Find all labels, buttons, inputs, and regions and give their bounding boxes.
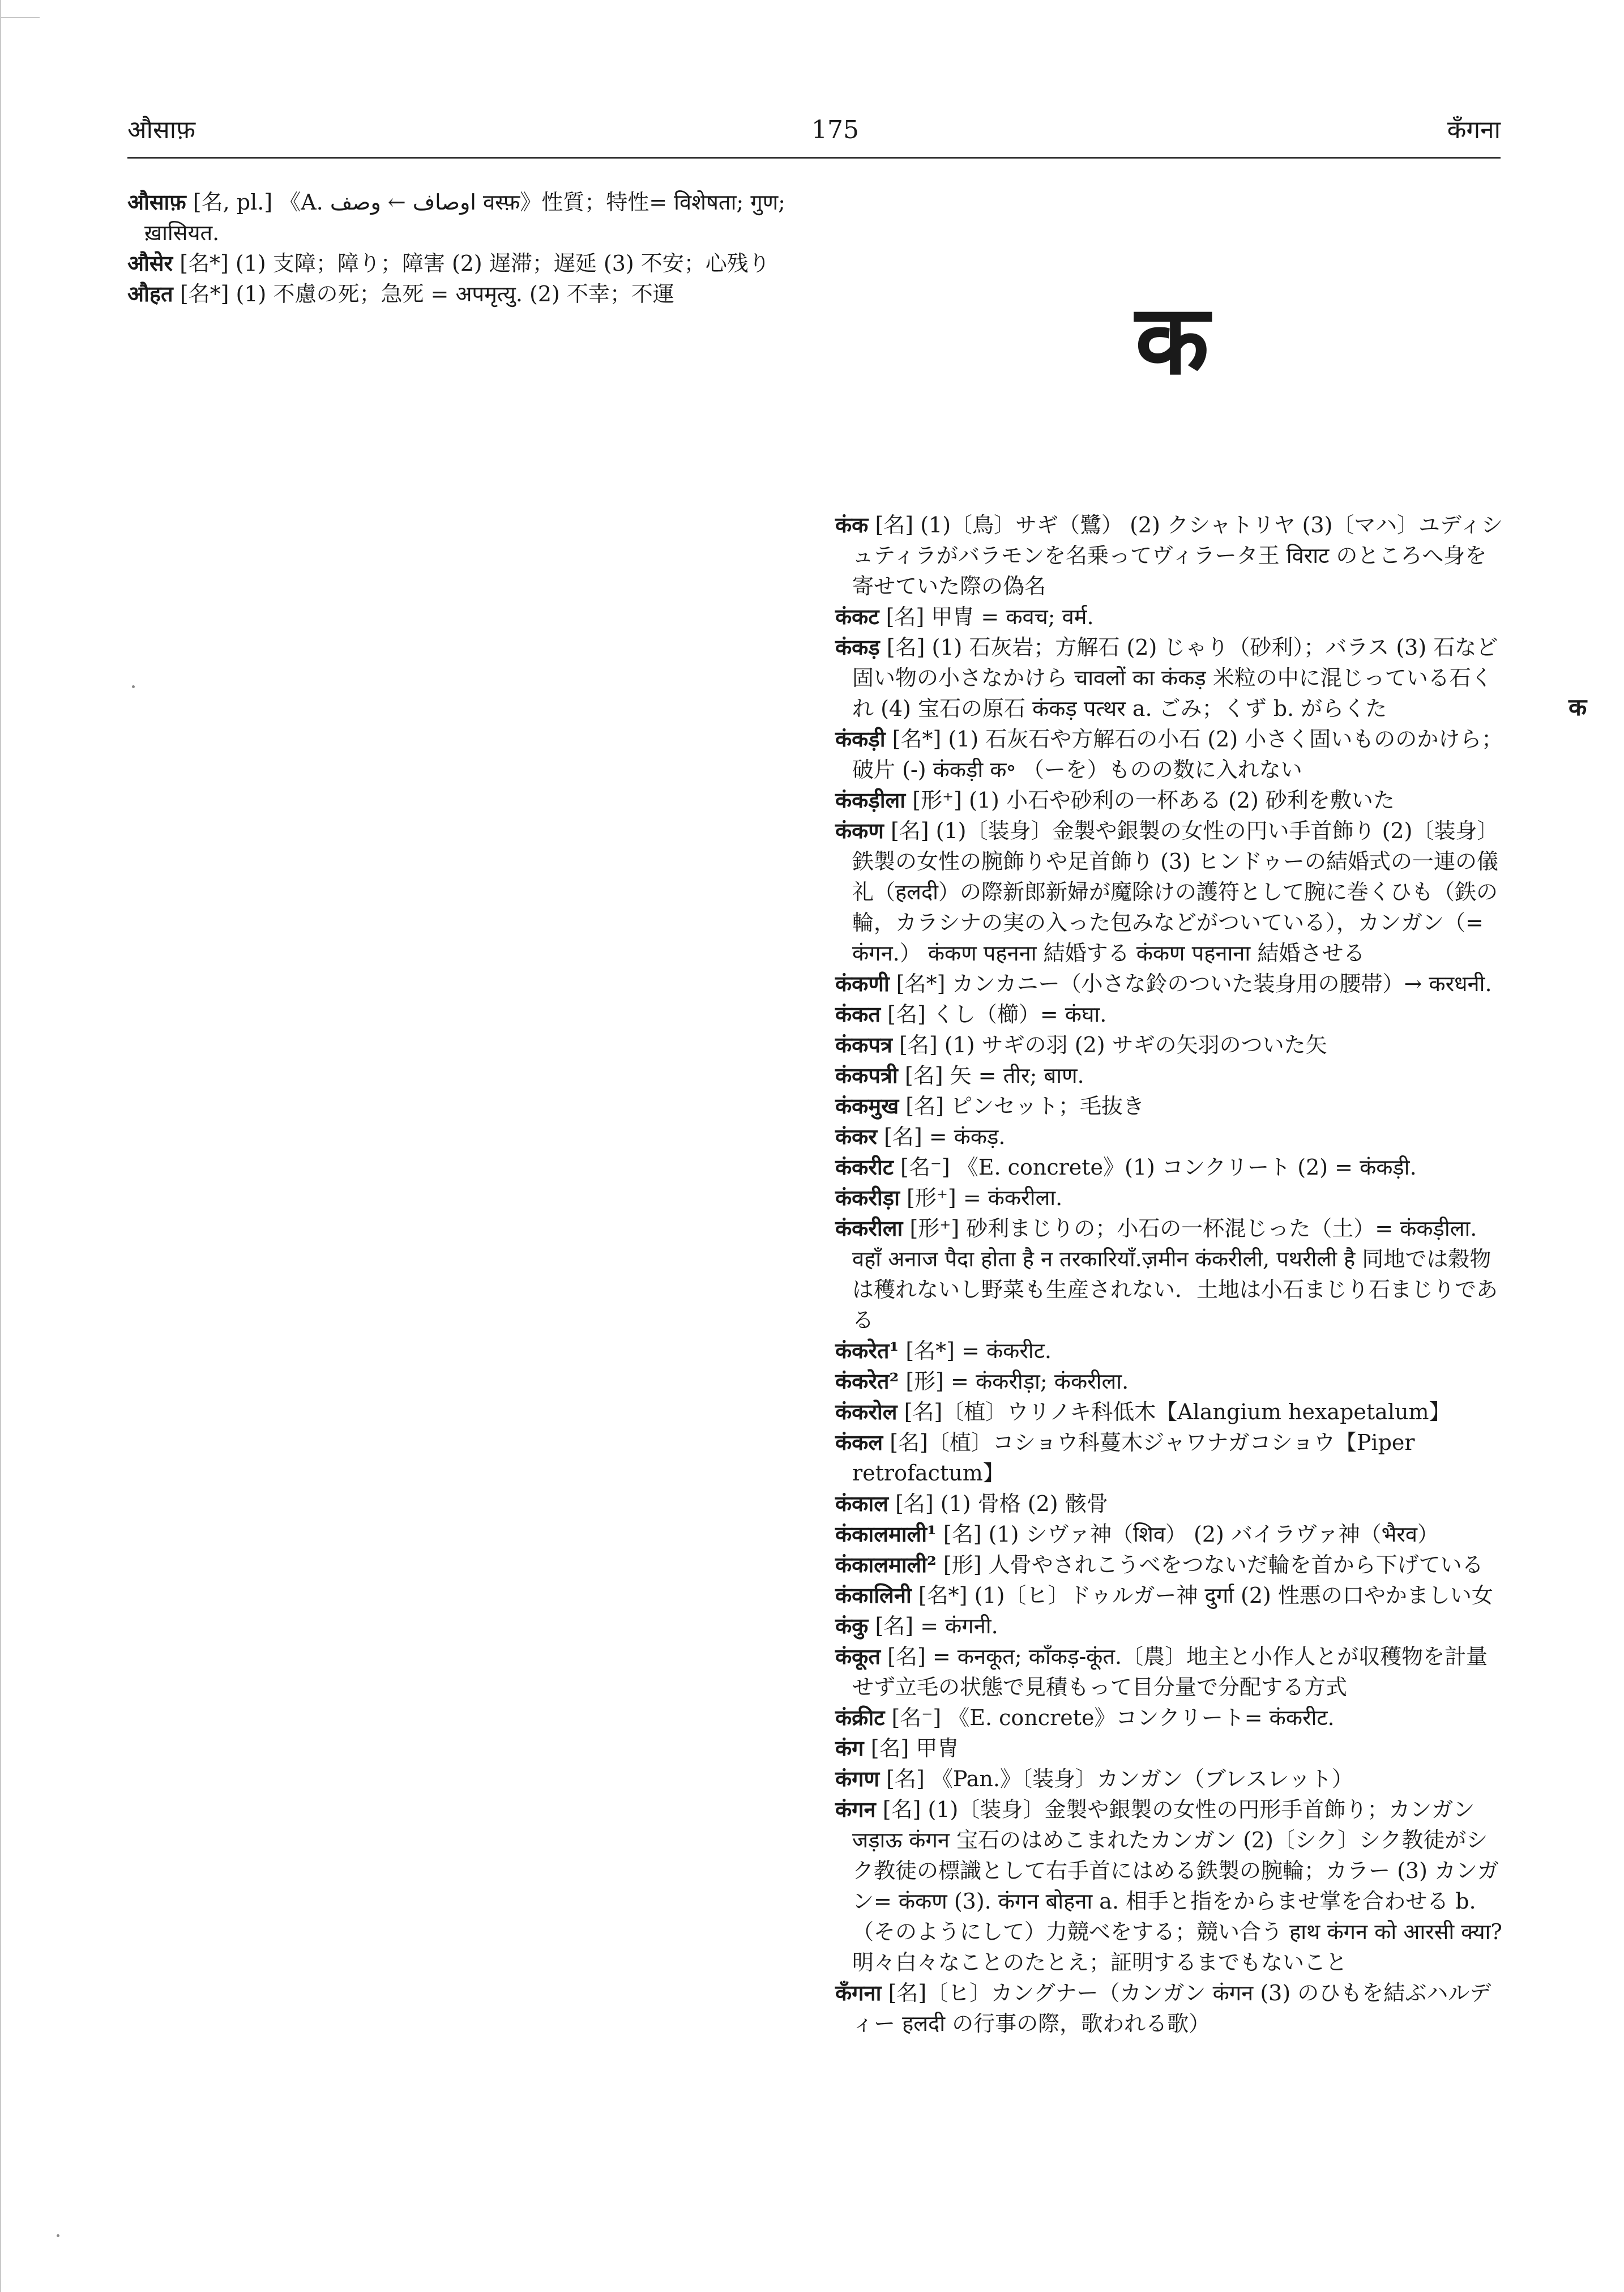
dictionary-entry — [835, 968, 1503, 999]
dictionary-entry — [835, 1794, 1503, 1978]
entry-headword: कंकरीला — [835, 1215, 903, 1241]
entry-definition: [名] (1)〔装身〕金製や銀製の女性の円い手首飾り (2)〔装身〕鉄製の女性の腕飾りや足首飾り (3) ヒンドゥーの結婚式の一連の儀礼（हलदी）の際新郎新婦が魔除けの護符として腕に巻くひも（鉄の輪，カラシナの実の入った包みなどがついている），カンガン（= कंगन.） कंकण पहनना 結婚する कंकण पहनाना 結婚させる — [852, 818, 1499, 966]
scan-edge-mark — [0, 17, 40, 18]
entry-definition: [名] 甲冑 — [870, 1736, 959, 1761]
entry-definition: [名*] (1)〔ヒ〕ドゥルガー神 दुर्गा (2) 性悪の口やかましい女 — [918, 1583, 1493, 1608]
dictionary-entry — [835, 1427, 1503, 1488]
entry-definition: [名⁻] 《E. concrete》(1) コンクリート (2) = कंकड़ी. — [900, 1155, 1417, 1180]
running-head-right: कँगना — [1447, 116, 1501, 144]
dictionary-entry — [127, 187, 790, 248]
entry-definition: [名]〔ヒ〕カングナー（カンガン कंगन (3) のひもを結ぶハルディー हलदी の行事の際，歌われる歌） — [852, 1981, 1491, 2036]
entry-headword: कंक्रीट — [835, 1705, 885, 1730]
page-number: 175 — [811, 116, 859, 144]
dictionary-entry — [835, 1764, 1503, 1794]
entry-headword: कंकड़ी — [835, 726, 886, 752]
entry-definition: [名] (1) シヴァ神（शिव） (2) バイラヴァ神（भैरव） — [943, 1522, 1439, 1547]
entry-headword: कंकु — [835, 1613, 869, 1638]
entry-definition: [名] (1)〔装身〕金製や銀製の女性の円形手首飾り；カンガン जड़ाऊ कंगन 宝石のはめこまれたカンガン (2)〔シク〕シク教徒がシク教徒の標識として右手首にはめる鉄製の腕輪；カラー (3) カンガン= कंकण (3). कंगन बोहना a. 相手と指をからませ掌を合わせる b.（そのようにして）力競べをする；競い合う हाथ कंगन को आरसी क्या? 明々白々なことのたとえ；証明するまでもないこと — [852, 1797, 1502, 1975]
entry-definition: [形] = कंकरीड़ा; कंकरीला. — [905, 1369, 1129, 1394]
entry-definition: [名*] (1) 支障；障り；障害 (2) 遅滞；遅延 (3) 不安；心残り — [180, 251, 770, 276]
entry-headword: कंकत — [835, 1001, 881, 1027]
entry-definition: [形⁺] 砂利まじりの；小石の一杯混じった（土）= कंकड़ीला. वहाँ अनाज पैदा होता है न तरकारियाँ.ज़मीन कंकरीली, पथरीली है 同地では穀物は穫れないし野菜も生産されない．土地は小石まじり石まじりである — [852, 1216, 1498, 1333]
dictionary-entry — [835, 1335, 1503, 1366]
entry-definition: [名] 矢 = तीर; बाण. — [904, 1063, 1084, 1088]
entry-definition: [名] (1)〔鳥〕サギ（鷺） (2) クシャトリヤ (3)〔マハ〕ユディシュティラがバラモンを名乗ってヴィラータ王 विराट のところへ身を寄せていた際の偽名 — [852, 513, 1503, 599]
entry-headword: कंकण — [835, 818, 884, 843]
dictionary-entry — [127, 279, 790, 309]
entry-headword: कंकमुख — [835, 1093, 899, 1119]
dictionary-entry — [835, 1611, 1503, 1641]
entry-headword: कंकालमाली² — [835, 1552, 937, 1577]
entry-headword: कंकाल — [835, 1491, 888, 1516]
entry-headword: कंगन — [835, 1796, 876, 1822]
entry-definition: [名] (1) 石灰岩；方解石 (2) じゃり（砂利）；バラス (3) 石など固い物の小さなかけら चावलों का कंकड़ 米粒の中に混じっている石くれ (4) 宝石の原石 कंकड़ पत्थर a. ごみ；くず b. がらくた — [852, 635, 1498, 721]
scan-speck — [57, 2234, 59, 2237]
entry-headword: कंकल — [835, 1429, 883, 1455]
entry-headword: कंकरोल — [835, 1399, 898, 1424]
dictionary-entry — [835, 816, 1503, 968]
entry-definition: [名]〔植〕コショウ科蔓木ジャワナガコショウ【Piper retrofactum】 — [852, 1430, 1415, 1486]
dictionary-entry — [835, 785, 1503, 816]
entry-headword: कंकरेत¹ — [835, 1338, 899, 1363]
scan-edge-line — [0, 0, 1, 2292]
entry-headword: कंकणी — [835, 971, 890, 996]
dictionary-entry — [835, 1733, 1503, 1764]
dictionary-entry — [835, 1366, 1503, 1397]
entry-headword: कंकपत्री — [835, 1062, 898, 1088]
entry-definition: [名] 《Pan.》〔装身〕カンガン（ブレスレット） — [886, 1766, 1353, 1791]
entry-definition: [名] = कंकड़. — [884, 1124, 1006, 1149]
dictionary-entry — [835, 1397, 1503, 1427]
entry-headword: कंकरीड़ा — [835, 1185, 900, 1210]
dictionary-entry — [835, 601, 1503, 632]
entry-headword: कंकट — [835, 604, 879, 629]
entry-headword: औसाफ़ — [127, 189, 186, 215]
dictionary-entry — [835, 1121, 1503, 1152]
entry-headword: कंकरेत² — [835, 1368, 899, 1394]
entry-headword: कंग — [835, 1735, 864, 1761]
dictionary-entry — [835, 1152, 1503, 1183]
dictionary-entry — [835, 1580, 1503, 1611]
dictionary-entry — [835, 632, 1503, 724]
dictionary-entry — [835, 724, 1503, 785]
dictionary-entry — [835, 1213, 1503, 1335]
entry-definition: [名] (1) 骨格 (2) 骸骨 — [895, 1491, 1108, 1516]
entry-headword: कंकपत्र — [835, 1032, 892, 1057]
entry-definition: [名] = कनकूत; काँकड़-कूंत.〔農〕地主と小作人とが収穫物を計量せず立毛の状態で見積もって目分量で分配する方式 — [852, 1644, 1488, 1700]
entry-definition: [形⁺] = कंकरीला. — [907, 1185, 1063, 1210]
dictionary-entry — [835, 510, 1503, 601]
entry-headword: कंकालमाली¹ — [835, 1521, 937, 1547]
entry-definition: [名]〔植〕ウリノキ科低木【Alangium hexapetalum】 — [904, 1399, 1451, 1424]
entry-definition: [形⁺] (1) 小石や砂利の一杯ある (2) 砂利を敷いた — [912, 788, 1395, 813]
entry-headword: कंकर — [835, 1124, 877, 1149]
entry-definition: [名*] カンカニー（小さな鈴のついた装身用の腰帯）→ करधनी. — [896, 971, 1492, 996]
entry-definition: [名] = कंगनी. — [875, 1614, 998, 1638]
dictionary-entry — [835, 1550, 1503, 1580]
dictionary-entry — [835, 1091, 1503, 1121]
entry-headword: कँगना — [835, 1980, 882, 2005]
dictionary-entry — [127, 248, 790, 279]
margin-thumb-letter: क — [1569, 693, 1587, 721]
entry-headword: औसेर — [127, 250, 173, 276]
dictionary-entry — [835, 1978, 1503, 2039]
header-rule — [127, 157, 1501, 159]
entry-headword: औहत — [127, 281, 173, 306]
dictionary-entry — [835, 1702, 1503, 1733]
dictionary-entry — [835, 1030, 1503, 1060]
entry-definition: [形] 人骨やされこうべをつないだ輪を首から下げている — [943, 1552, 1484, 1577]
dictionary-entry — [835, 1488, 1503, 1519]
dictionary-entry — [835, 1060, 1503, 1091]
entry-definition: [名*] (1) 不慮の死；急死 = अपमृत्यु. (2) 不幸；不運 — [180, 281, 674, 306]
entry-headword: कंकरीट — [835, 1154, 894, 1180]
entry-headword: कंकड़ीला — [835, 787, 906, 813]
entry-headword: कंकालिनी — [835, 1582, 912, 1608]
entry-headword: कंकड़ — [835, 634, 880, 660]
dictionary-entry — [835, 999, 1503, 1030]
entry-definition: [名*] (1) 石灰石や方解石の小石 (2) 小さく固いもののかけら；破片 (-) कंकड़ी क॰ （ーを）ものの数に入れない — [852, 727, 1503, 782]
entry-definition: [名, pl.] 《A. اوصاف ← وصف वस्फ़》性質；特性= विशेषता; गुण; ख़ासियत. — [144, 190, 785, 245]
left-column — [127, 187, 790, 309]
dictionary-entry — [835, 1519, 1503, 1550]
entry-definition: [名*] = कंकरीट. — [905, 1338, 1052, 1363]
entry-definition: [名] (1) サギの羽 (2) サギの矢羽のついた矢 — [899, 1032, 1327, 1057]
section-letter: क — [1135, 283, 1210, 396]
right-column — [835, 510, 1503, 2039]
entry-definition: [名] ピンセット；毛抜き — [905, 1094, 1145, 1119]
running-head-left: औसाफ़ — [127, 116, 196, 144]
entry-headword: कंकूत — [835, 1644, 881, 1669]
entry-definition: [名⁻] 《E. concrete》コンクリート= कंकरीट. — [891, 1705, 1335, 1730]
scan-speck — [132, 685, 135, 688]
entry-headword: कंगण — [835, 1766, 880, 1791]
entry-definition: [名] くし（櫛）= कंघा. — [887, 1002, 1107, 1027]
entry-headword: कंक — [835, 512, 869, 537]
dictionary-entry — [835, 1183, 1503, 1213]
dictionary-entry — [835, 1641, 1503, 1702]
entry-definition: [名] 甲冑 = कवच; वर्म. — [886, 604, 1094, 629]
